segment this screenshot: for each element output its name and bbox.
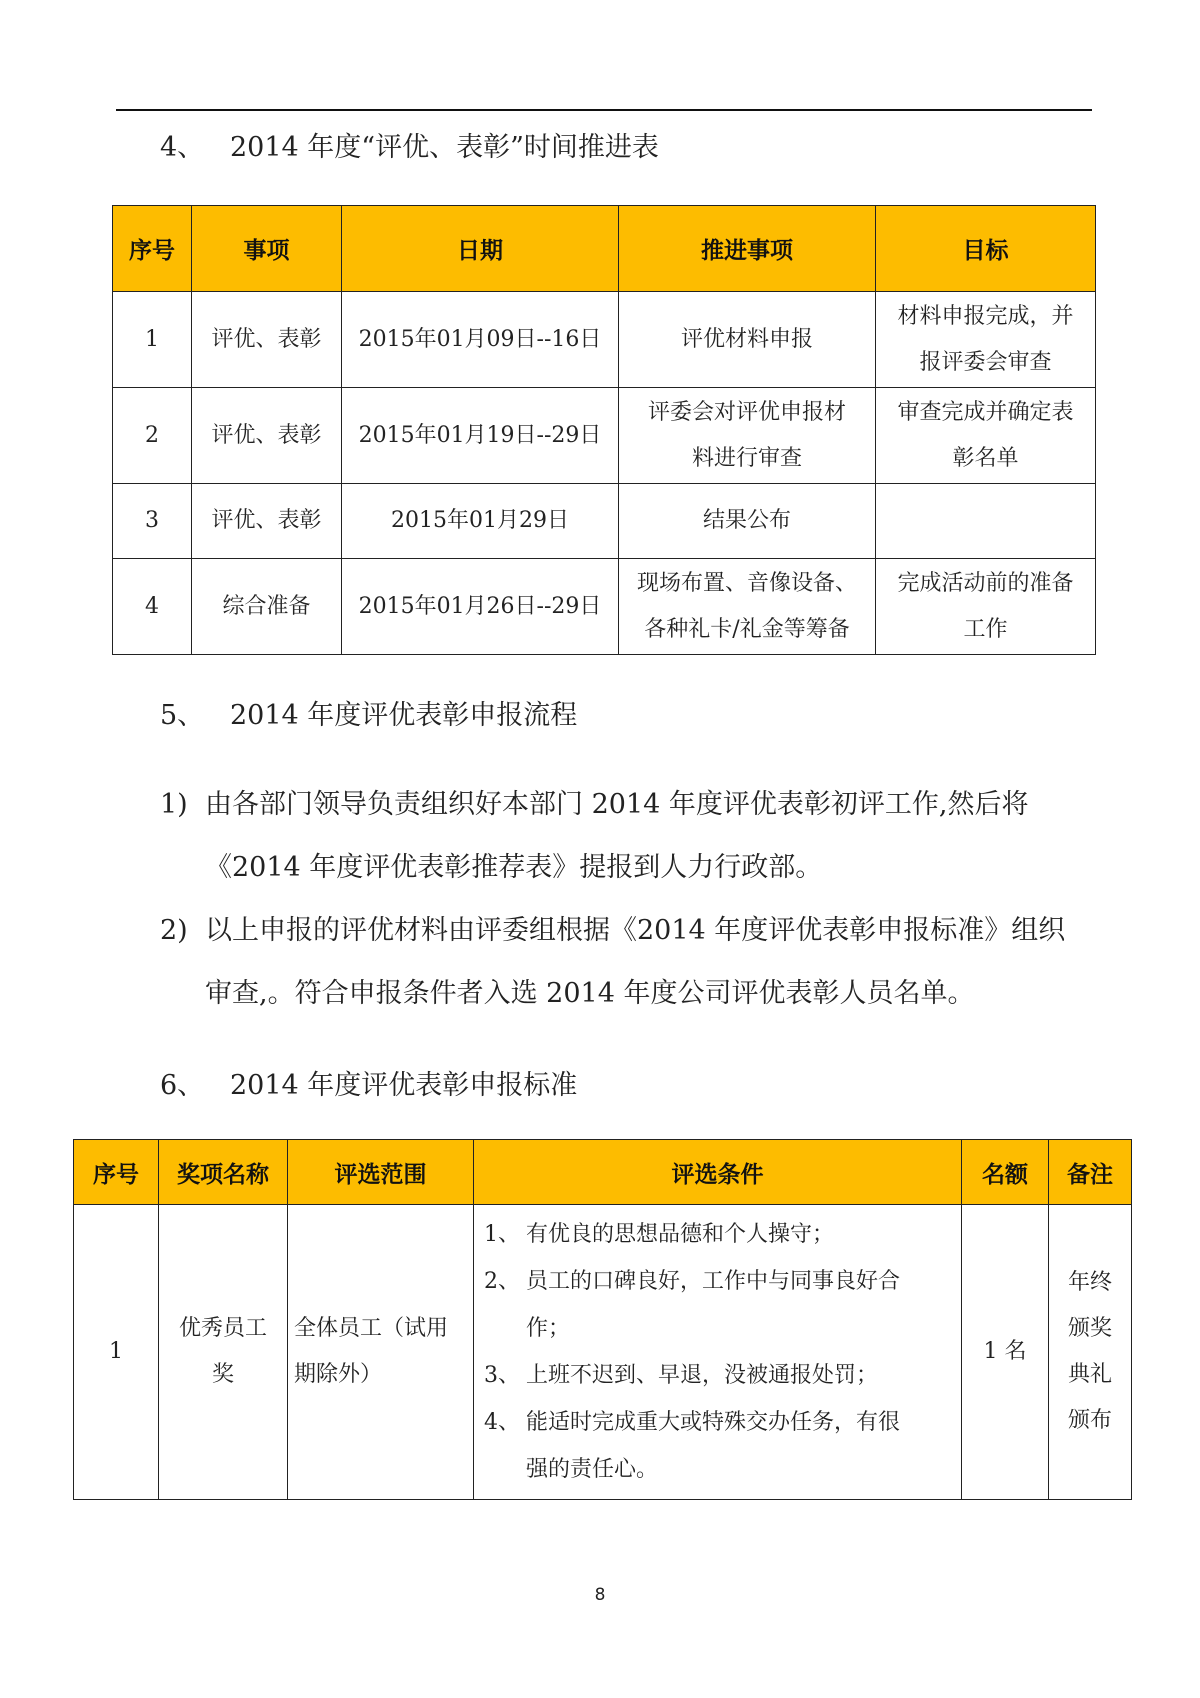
header-cell: 名额: [962, 1140, 1049, 1205]
quota: 1 名: [962, 1205, 1049, 1500]
cell-line: 材料申报完成，并: [897, 303, 1074, 329]
cell-line: 完成活动前的准备: [897, 570, 1074, 596]
process-steps: [160, 773, 1110, 1025]
section-4-number: 4、: [160, 132, 205, 163]
condition-number: 2、: [484, 1269, 520, 1294]
cell-line: 评委会对评优申报材: [647, 399, 846, 425]
step-text: 以上申报的评优材料由评委组根据《2014 年度评优表彰申报标准》组织: [205, 915, 1066, 946]
step-item: [160, 773, 1110, 899]
header-cell: 评选条件: [474, 1140, 962, 1205]
header-cell: 备注: [1049, 1140, 1132, 1205]
criteria-table: [73, 1139, 1132, 1500]
row-item: 综合准备: [192, 559, 342, 655]
row-number: 3: [113, 484, 192, 559]
award-name: [159, 1205, 288, 1500]
cell-line: 全体员工（试用: [294, 1316, 449, 1341]
cell-line: 评优材料申报: [680, 326, 813, 352]
row-date: 2015年01月09日--16日: [342, 292, 619, 388]
header-cell: 事项: [192, 206, 342, 292]
row-number: 1: [113, 292, 192, 388]
cell-line: 期除外）: [294, 1362, 383, 1387]
row-date: 2015年01月19日--29日: [342, 388, 619, 484]
row-item: 评优、表彰: [192, 388, 342, 484]
condition-text-continued: 强的责任心。: [526, 1457, 659, 1482]
table-row: [113, 559, 1096, 655]
selection-scope: [288, 1205, 474, 1500]
schedule-table: [112, 205, 1096, 655]
condition-text: 员工的口碑良好，工作中与同事良好合: [526, 1269, 901, 1294]
cell-line: 料进行审查: [691, 445, 802, 471]
step-index: 2): [160, 915, 188, 946]
step-text-continued: 审查,。符合申报条件者入选 2014 年度公司评优表彰人员名单。: [205, 978, 975, 1009]
section-4-heading: [160, 130, 659, 166]
condition-number: 3、: [484, 1363, 520, 1388]
remarks: [1049, 1205, 1132, 1500]
table-row: [74, 1205, 1132, 1500]
step-text: 由各部门领导负责组织好本部门 2014 年度评优表彰初评工作,然后将: [205, 789, 1029, 820]
cell-line: 现场布置、音像设备、: [636, 570, 857, 596]
section-5-title: 2014 年度评优表彰申报流程: [230, 700, 578, 731]
row-number: 2: [113, 388, 192, 484]
header-cell: 日期: [342, 206, 619, 292]
cell-line: 年终: [1067, 1270, 1112, 1295]
step-text-continued: 《2014 年度评优表彰推荐表》提报到人力行政部。: [205, 852, 823, 883]
row-goal: [876, 484, 1096, 559]
selection-conditions: [474, 1205, 962, 1500]
section-5-number: 5、: [160, 700, 205, 731]
condition-item: [484, 1352, 951, 1399]
condition-text: 有优良的思想品德和个人操守；: [526, 1222, 835, 1247]
condition-number: 1、: [484, 1222, 520, 1247]
section-4-title: 2014 年度“评优、表彰”时间推进表: [230, 132, 659, 163]
cell-line: 报评委会审查: [919, 349, 1052, 375]
cell-line: 典礼: [1067, 1362, 1112, 1387]
condition-item: [484, 1399, 951, 1446]
cell-line: 优秀员工: [178, 1316, 267, 1341]
cell-line: 彰名单: [952, 445, 1019, 471]
cell-line: 结果公布: [702, 508, 791, 533]
condition-text: 能适时完成重大或特殊交办任务，有很: [526, 1410, 901, 1435]
section-5-heading: [160, 698, 577, 734]
condition-text-continued: 作；: [526, 1316, 571, 1341]
cell-line: 工作: [963, 616, 1008, 642]
cell-line: 颁奖: [1067, 1316, 1112, 1341]
cell-line: 奖: [211, 1362, 234, 1387]
header-rule: [116, 109, 1092, 111]
row-date: 2015年01月29日: [342, 484, 619, 559]
condition-number: 4、: [484, 1410, 520, 1435]
header-cell: 目标: [876, 206, 1096, 292]
cell-line: 各种礼卡/礼金等筹备: [644, 616, 850, 642]
row-action: [619, 292, 876, 388]
header-cell: 序号: [113, 206, 192, 292]
table-row: [113, 388, 1096, 484]
row-action: [619, 388, 876, 484]
row-goal: [876, 559, 1096, 655]
row-number: 1: [74, 1205, 159, 1500]
condition-text: 上班不迟到、早退，没被通报处罚；: [526, 1363, 879, 1388]
row-item: 评优、表彰: [192, 484, 342, 559]
condition-item: [484, 1211, 951, 1258]
row-item: 评优、表彰: [192, 292, 342, 388]
schedule-table-header: [113, 206, 1096, 292]
row-date: 2015年01月26日--29日: [342, 559, 619, 655]
row-action: [619, 559, 876, 655]
condition-item: [484, 1258, 951, 1305]
step-index: 1): [160, 789, 188, 820]
cell-line: 颁布: [1067, 1408, 1112, 1433]
cell-line: 审查完成并确定表: [897, 399, 1074, 425]
header-cell: 序号: [74, 1140, 159, 1205]
header-cell: 推进事项: [619, 206, 876, 292]
row-goal: [876, 292, 1096, 388]
page-number: 8: [594, 1585, 606, 1605]
header-cell: 奖项名称: [159, 1140, 288, 1205]
table-row: [113, 292, 1096, 388]
header-cell: 评选范围: [288, 1140, 474, 1205]
row-goal: [876, 388, 1096, 484]
section-6-heading: [160, 1068, 577, 1104]
section-6-title: 2014 年度评优表彰申报标准: [230, 1070, 578, 1101]
table-row: [113, 484, 1096, 559]
row-number: 4: [113, 559, 192, 655]
step-item: [160, 899, 1110, 1025]
section-6-number: 6、: [160, 1070, 205, 1101]
row-action: [619, 484, 876, 559]
criteria-table-header: [74, 1140, 1132, 1205]
